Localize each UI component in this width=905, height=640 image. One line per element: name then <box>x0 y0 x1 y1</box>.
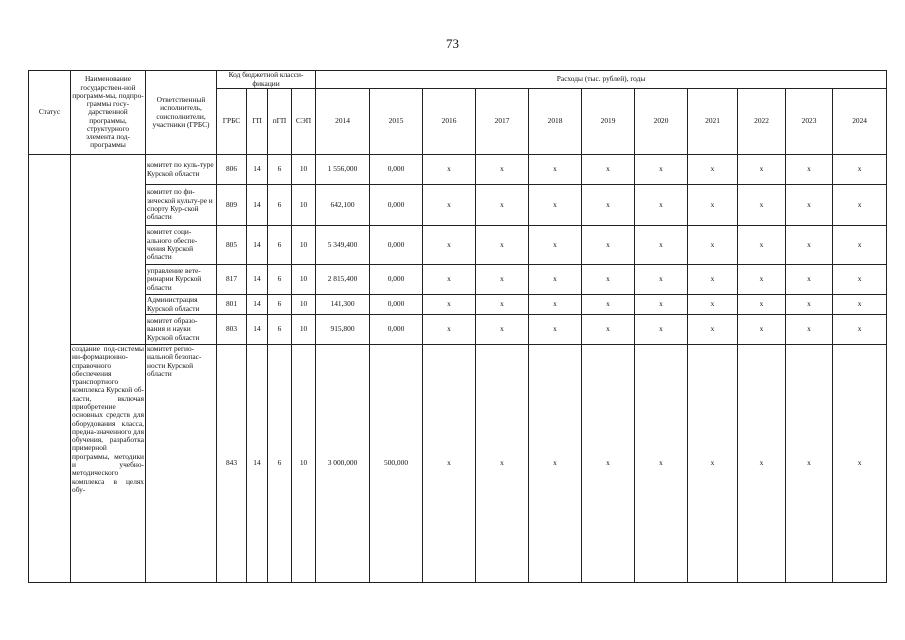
value-cell: x <box>786 226 833 265</box>
value-cell: x <box>476 185 529 226</box>
header-year: 2014 <box>316 89 370 155</box>
header-budget-code: Код бюджетной класси-фикации <box>217 71 316 89</box>
sep-cell: 10 <box>292 295 316 315</box>
header-program-name: Наименование государствен-ной программ-мы, подпро-граммы госу-дарственной программы, структурного элемента под-программы <box>71 71 146 155</box>
value-cell: x <box>833 315 887 345</box>
value-cell: x <box>529 315 582 345</box>
header-status: Статус <box>29 71 71 155</box>
value-cell: x <box>786 295 833 315</box>
sep-cell: 10 <box>292 226 316 265</box>
value-cell: 5 349,400 <box>316 226 370 265</box>
responsible-cell: Администрация Курской области <box>146 295 217 315</box>
grbs-cell: 805 <box>217 226 247 265</box>
value-cell: x <box>476 265 529 295</box>
value-cell: x <box>423 315 476 345</box>
value-cell: x <box>529 345 582 583</box>
value-cell: x <box>688 295 738 315</box>
value-cell: 642,100 <box>316 185 370 226</box>
value-cell: x <box>582 226 635 265</box>
value-cell: 0,000 <box>370 265 423 295</box>
value-cell: x <box>529 265 582 295</box>
table-row <box>29 226 887 265</box>
value-cell: x <box>786 265 833 295</box>
gp-cell: 14 <box>247 315 268 345</box>
grbs-cell: 803 <box>217 315 247 345</box>
value-cell: x <box>738 345 786 583</box>
page-number: 73 <box>446 36 459 51</box>
responsible-cell: комитет по фи-зической культу-ре и спорту Кур-ской области <box>146 185 217 226</box>
budget-table <box>28 70 887 583</box>
grbs-cell: 806 <box>217 155 247 185</box>
sep-cell: 10 <box>292 185 316 226</box>
responsible-cell: комитет образо-вания и науки Курской области <box>146 315 217 345</box>
value-cell: 141,300 <box>316 295 370 315</box>
sep-cell: 10 <box>292 315 316 345</box>
value-cell: x <box>786 155 833 185</box>
value-cell: x <box>688 315 738 345</box>
value-cell: x <box>635 345 688 583</box>
value-cell: x <box>423 226 476 265</box>
value-cell: x <box>688 226 738 265</box>
pgp-cell: 6 <box>268 226 292 265</box>
grbs-cell: 809 <box>217 185 247 226</box>
table-row <box>29 265 887 295</box>
value-cell: x <box>833 185 887 226</box>
value-cell: x <box>833 155 887 185</box>
header-year: 2016 <box>423 89 476 155</box>
program-name-cell <box>71 155 146 345</box>
gp-cell: 14 <box>247 345 268 583</box>
value-cell: x <box>582 265 635 295</box>
value-cell: 0,000 <box>370 185 423 226</box>
value-cell: x <box>635 315 688 345</box>
value-cell: x <box>582 155 635 185</box>
header-year: 2024 <box>833 89 887 155</box>
header-gp: ГП <box>247 89 268 155</box>
status-cell <box>29 155 71 583</box>
value-cell: x <box>529 155 582 185</box>
value-cell: x <box>688 185 738 226</box>
value-cell: 0,000 <box>370 315 423 345</box>
value-cell: x <box>423 345 476 583</box>
value-cell: x <box>635 155 688 185</box>
value-cell: x <box>582 315 635 345</box>
header-grbs: ГРБС <box>217 89 247 155</box>
sep-cell: 10 <box>292 345 316 583</box>
value-cell: x <box>833 265 887 295</box>
value-cell: x <box>786 185 833 226</box>
value-cell: x <box>423 185 476 226</box>
value-cell: x <box>423 295 476 315</box>
value-cell: x <box>582 345 635 583</box>
responsible-cell: комитет по куль-туре Курской области <box>146 155 217 185</box>
pgp-cell: 6 <box>268 265 292 295</box>
header-year: 2018 <box>529 89 582 155</box>
value-cell: 2 815,400 <box>316 265 370 295</box>
sep-cell: 10 <box>292 265 316 295</box>
table-row <box>29 295 887 315</box>
value-cell: 915,800 <box>316 315 370 345</box>
value-cell: x <box>688 265 738 295</box>
header-expenses: Расходы (тыс. рублей), годы <box>316 71 887 89</box>
pgp-cell: 6 <box>268 155 292 185</box>
value-cell: x <box>738 226 786 265</box>
value-cell: 3 000,000 <box>316 345 370 583</box>
value-cell: x <box>833 345 887 583</box>
header-year: 2019 <box>582 89 635 155</box>
header-year: 2020 <box>635 89 688 155</box>
value-cell: 0,000 <box>370 295 423 315</box>
value-cell: x <box>833 226 887 265</box>
value-cell: x <box>423 155 476 185</box>
value-cell: x <box>476 295 529 315</box>
gp-cell: 14 <box>247 265 268 295</box>
table-row <box>29 185 887 226</box>
value-cell: x <box>423 265 476 295</box>
responsible-cell: управление вете-ринарии Курской области <box>146 265 217 295</box>
gp-cell: 14 <box>247 295 268 315</box>
header-pgp: пГП <box>268 89 292 155</box>
value-cell: 1 556,000 <box>316 155 370 185</box>
grbs-cell: 801 <box>217 295 247 315</box>
responsible-cell: комитет регио-нальной безопас-ности Курской области <box>146 345 217 583</box>
header-year: 2022 <box>738 89 786 155</box>
header-year: 2015 <box>370 89 423 155</box>
value-cell: 500,000 <box>370 345 423 583</box>
value-cell: x <box>833 295 887 315</box>
table-row <box>29 155 887 185</box>
value-cell: x <box>635 185 688 226</box>
value-cell: x <box>738 185 786 226</box>
grbs-cell: 817 <box>217 265 247 295</box>
grbs-cell: 843 <box>217 345 247 583</box>
pgp-cell: 6 <box>268 185 292 226</box>
gp-cell: 14 <box>247 226 268 265</box>
value-cell: x <box>688 345 738 583</box>
program-name-cell: создание под-системы ин-формационно-справочного обеспечения транспортного комплекса Курской об-ласти, включая приобретение основных средств для оборудования класса, предна-значенного для обучения, разработка примерной программы, методики и учебно-методического комплекса в целях обу- <box>71 345 146 583</box>
value-cell: x <box>738 315 786 345</box>
gp-cell: 14 <box>247 155 268 185</box>
value-cell: 0,000 <box>370 226 423 265</box>
header-year: 2023 <box>786 89 833 155</box>
pgp-cell: 6 <box>268 315 292 345</box>
header-year: 2017 <box>476 89 529 155</box>
value-cell: x <box>635 226 688 265</box>
value-cell: x <box>786 345 833 583</box>
value-cell: x <box>476 345 529 583</box>
pgp-cell: 6 <box>268 295 292 315</box>
value-cell: x <box>738 295 786 315</box>
value-cell: x <box>738 155 786 185</box>
gp-cell: 14 <box>247 185 268 226</box>
value-cell: x <box>738 265 786 295</box>
header-sep: СЭП <box>292 89 316 155</box>
pgp-cell: 6 <box>268 345 292 583</box>
value-cell: x <box>786 315 833 345</box>
sep-cell: 10 <box>292 155 316 185</box>
value-cell: x <box>582 295 635 315</box>
value-cell: x <box>476 155 529 185</box>
value-cell: x <box>582 185 635 226</box>
value-cell: x <box>635 265 688 295</box>
value-cell: x <box>635 295 688 315</box>
responsible-cell: комитет соци-ального обеспе-чения Курской области <box>146 226 217 265</box>
header-year: 2021 <box>688 89 738 155</box>
value-cell: x <box>529 295 582 315</box>
value-cell: x <box>529 185 582 226</box>
value-cell: 0,000 <box>370 155 423 185</box>
value-cell: x <box>688 155 738 185</box>
value-cell: x <box>476 226 529 265</box>
value-cell: x <box>476 315 529 345</box>
value-cell: x <box>529 226 582 265</box>
header-responsible: Ответственный исполнитель, соисполнители, участники (ГРБС) <box>146 71 217 155</box>
table-row <box>29 345 887 583</box>
table-row <box>29 315 887 345</box>
